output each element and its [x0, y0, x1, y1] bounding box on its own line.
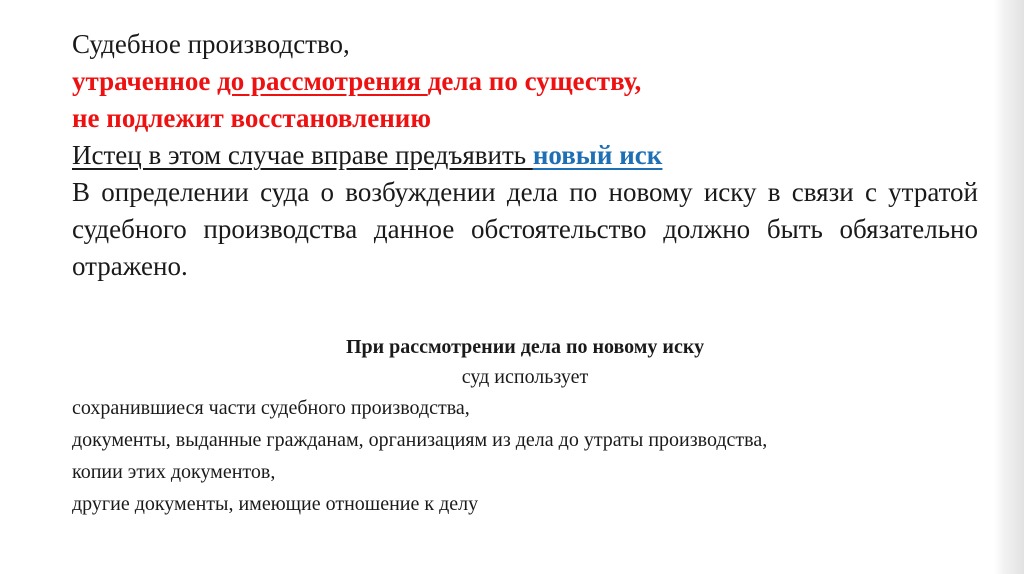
new-claim-link[interactable]: новый иск [532, 140, 663, 170]
list-item: сохранившиеся части судебного производства, [72, 397, 470, 419]
section-subheading: суд использует [461, 366, 589, 388]
slide-main-text [72, 26, 978, 285]
plaintiff-prefix: Истец в этом случае вправе предъявить [72, 140, 533, 170]
before-review-underlined: до рассмотрения [217, 66, 428, 96]
court-ruling-paragraph: В определении суда о возбуждении дела по новому иску в связи с утратой судебного производства данное обстоятельство должно быть обязательно отражено. [72, 177, 978, 281]
line-plaintiff-right [72, 137, 978, 174]
line-judicial-proceeding: Судебное производство, [72, 29, 350, 59]
lost-suffix: дела по существу, [427, 66, 642, 96]
slide-edge-shadow [994, 0, 1024, 574]
list-item: другие документы, имеющие отношение к делу [72, 493, 479, 515]
lost-prefix: утраченное [72, 66, 218, 96]
line-not-restorable: не подлежит восстановлению [72, 103, 431, 133]
new-claim-section [72, 332, 978, 520]
line-lost-before-review [72, 63, 978, 100]
list-item: копии этих документов, [72, 461, 276, 483]
section-heading: При рассмотрении дела по новому иску [345, 336, 705, 358]
list-item: документы, выданные гражданам, организациям из дела до утраты производства, [72, 429, 768, 451]
